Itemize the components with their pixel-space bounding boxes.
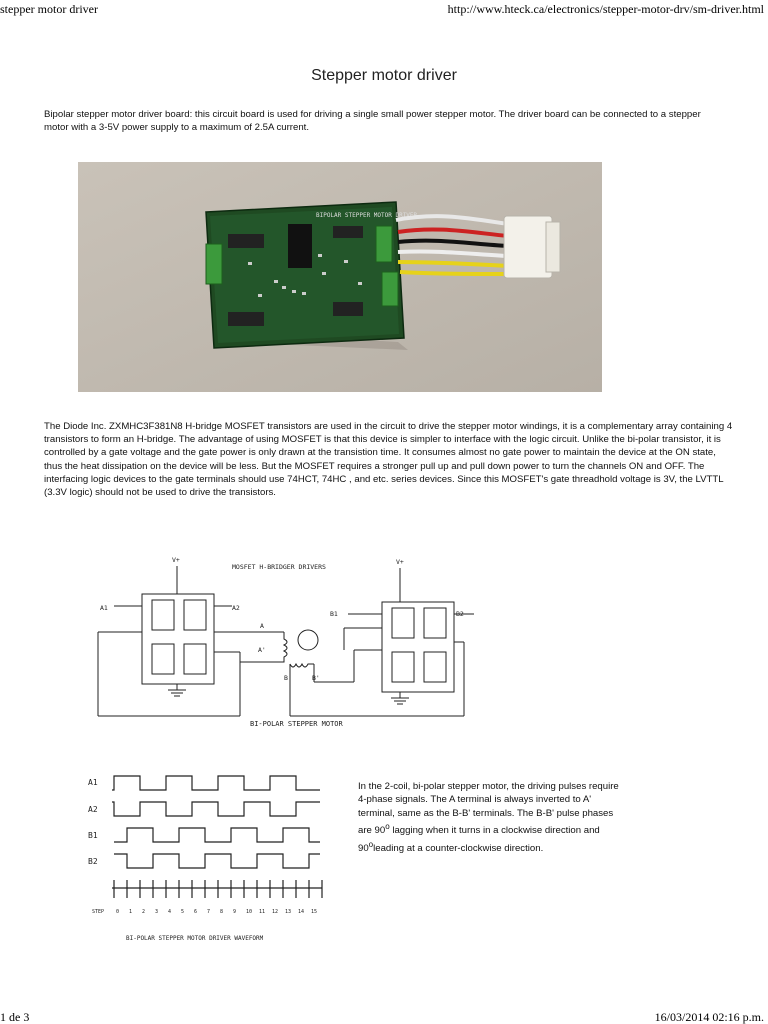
step-number: 1 [129, 909, 133, 915]
label-a2: A2 [232, 604, 240, 612]
wave-label-b2: B2 [88, 857, 98, 866]
browser-page-title: stepper motor driver [0, 2, 98, 16]
page-url[interactable]: http://www.hteck.ca/electronics/stepper-motor-drv/sm-driver.html [447, 2, 764, 16]
page-number: 1 de 3 [0, 1010, 30, 1024]
wave-label-a2: A2 [88, 805, 98, 814]
step-number: 14 [298, 909, 305, 915]
wave-label-b1: B1 [88, 831, 98, 840]
step-number: 8 [220, 909, 224, 915]
step-number: 0 [116, 909, 120, 915]
label-vplus-left: V+ [172, 556, 180, 564]
print-datetime: 16/03/2014 02:16 p.m. [654, 1010, 764, 1024]
page-title: Stepper motor driver [311, 67, 457, 84]
side-text-part3: leading at a counter-clockwise direction. [373, 843, 544, 854]
side-text-part1: In the 2-coil, bi-polar stepper motor, the driving pulses require 4-phase signals. The A terminal is always inverted to A' terminal, same as the B-B' terminals. The B-B' pulse phases are 90 [358, 781, 619, 837]
step-number: 3 [155, 909, 159, 915]
step-number: 9 [233, 909, 237, 915]
schematic-heading: MOSFET H-BRIDGER DRIVERS [232, 563, 326, 571]
step-number: 2 [142, 909, 146, 915]
label-b1: B1 [330, 610, 338, 618]
degree-mark-2: o [368, 839, 374, 849]
driver-board-photo [78, 162, 602, 392]
step-number: 10 [246, 909, 253, 915]
waveform-caption: BI-POLAR STEPPER MOTOR DRIVER WAVEFORM [126, 935, 264, 942]
label-a: A [260, 622, 264, 630]
board-label: BIPOLAR STEPPER MOTOR DRIVER [316, 212, 418, 219]
label-b2: B2 [456, 610, 464, 618]
step-number: 4 [168, 909, 172, 915]
side-paragraph [358, 780, 628, 855]
wave-label-a1: A1 [88, 778, 98, 787]
step-number: 11 [259, 909, 266, 915]
step-number: 15 [311, 909, 318, 915]
intro-paragraph: Bipolar stepper motor driver board: this circuit board is used for driving a single small power stepper motor. The driver board can be connected to a stepper motor with a 3-5V power supply to a maximum of 2.5A current. [44, 109, 701, 134]
step-number: 12 [272, 909, 279, 915]
step-number: 7 [207, 909, 211, 915]
step-number: 5 [181, 909, 185, 915]
h-bridge-schematic [44, 532, 730, 752]
waveform-diagram [70, 768, 340, 948]
step-number: 6 [194, 909, 198, 915]
label-a-prime: A' [258, 646, 266, 654]
label-vplus-right: V+ [396, 558, 404, 566]
label-b: B [284, 674, 288, 682]
schematic-caption: BI-POLAR STEPPER MOTOR [250, 720, 343, 728]
side-text-part2: lagging when it turns in a clockwise direction and 90 [358, 825, 600, 854]
step-number: 13 [285, 909, 292, 915]
label-b-prime: B' [312, 674, 320, 682]
degree-mark-1: o [385, 822, 390, 832]
description-paragraph: The Diode Inc. ZXMHC3F381N8 H-bridge MOSFET transistors are used in the circuit to drive the stepper motor windings, it is a complementary array containing 4 transistors to form an H-bridge. The advantage of using MOSFET is that this device is simpler to interface with the logic circuit. Unlike the bi-polar transistor, it is controlled by a gate voltage and the gate power is only drawn at the transistion time. It consumes almost no gate power to maintain the device at the ON state, thus the heat dissipation on the device will be less. But the MOSFET requires a stronger pull up and pull down power to turn the channels ON and OFF. The interfacing logic devices to the gate terminals should use 74HCT, 74HC , and etc. series devices. Since this MOSFET's gate threadhold voltage is 3V, the LVTTL (3.3V logic) should not be used to drive the transistors. [44, 421, 733, 499]
wave-step-label: STEP [92, 909, 105, 915]
label-a1: A1 [100, 604, 108, 612]
